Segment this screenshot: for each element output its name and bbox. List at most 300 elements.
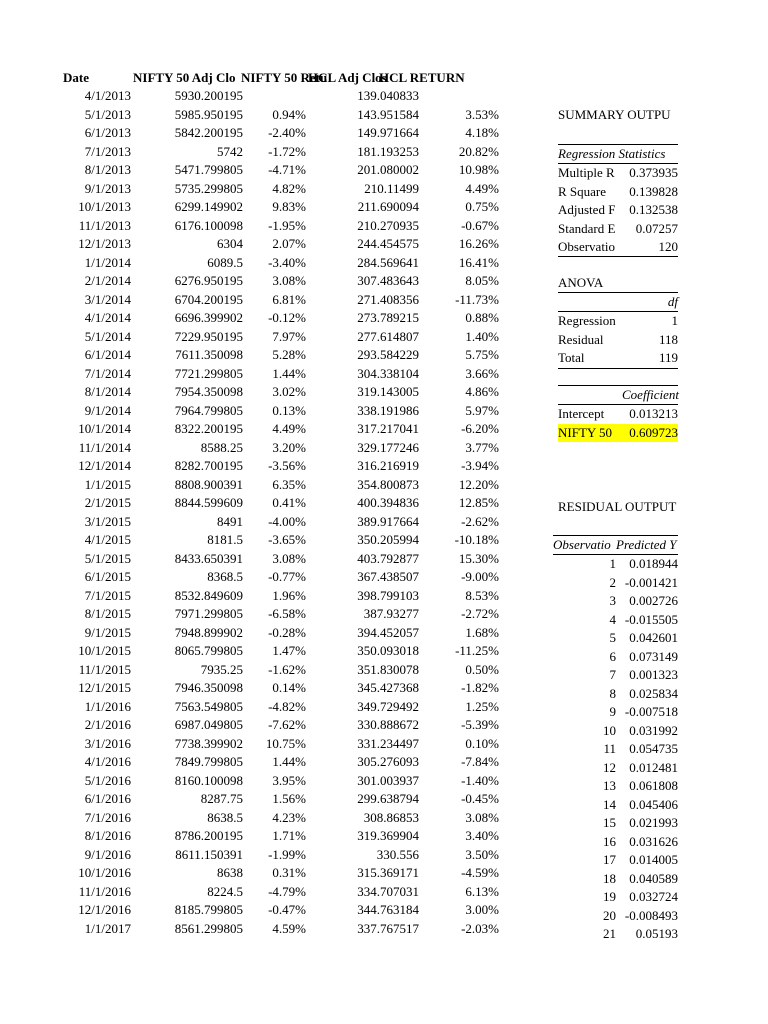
coefficients-header[interactable]: Coefficient bbox=[622, 387, 680, 402]
date-cell[interactable]: 11/1/2014 bbox=[78, 440, 131, 455]
nifty-return-cell[interactable]: -0.12% bbox=[268, 310, 306, 325]
nifty-adj-close-cell[interactable]: 6276.950195 bbox=[174, 273, 243, 288]
stat-value[interactable]: 120 bbox=[658, 239, 678, 254]
date-cell[interactable]: 7/1/2014 bbox=[84, 366, 131, 381]
hcl-adj-close-cell[interactable]: 330.556 bbox=[376, 847, 419, 862]
residual-observation[interactable]: 4 bbox=[609, 612, 616, 627]
hcl-adj-close-cell[interactable]: 387.93277 bbox=[363, 606, 419, 621]
nifty-return-cell[interactable]: -1.72% bbox=[268, 144, 306, 159]
nifty-adj-close-cell[interactable]: 8491 bbox=[217, 514, 243, 529]
hcl-return-cell[interactable]: 0.75% bbox=[465, 199, 499, 214]
hcl-return-cell[interactable]: -4.59% bbox=[461, 865, 499, 880]
residual-predicted[interactable]: 0.031992 bbox=[629, 723, 678, 738]
hcl-adj-close-cell[interactable]: 344.763184 bbox=[357, 902, 419, 917]
hcl-adj-close-cell[interactable]: 349.729492 bbox=[357, 699, 419, 714]
stat-label[interactable]: Adjusted F bbox=[558, 202, 616, 217]
date-cell[interactable]: 8/1/2016 bbox=[84, 828, 131, 843]
stat-value[interactable]: 0.132538 bbox=[629, 202, 678, 217]
coef-value[interactable]: 0.013213 bbox=[629, 406, 678, 421]
coef-label[interactable]: NIFTY 50 bbox=[558, 424, 622, 442]
hcl-return-cell[interactable]: -1.40% bbox=[461, 773, 499, 788]
nifty-return-cell[interactable]: -2.40% bbox=[268, 125, 306, 140]
residual-observation[interactable]: 9 bbox=[609, 704, 616, 719]
hcl-return-cell[interactable]: 16.41% bbox=[458, 255, 499, 270]
nifty-adj-close-cell[interactable]: 8065.799805 bbox=[174, 643, 243, 658]
residual-predicted[interactable]: 0.040589 bbox=[629, 871, 678, 886]
nifty-adj-close-cell[interactable]: 8224.5 bbox=[207, 884, 243, 899]
stat-label[interactable]: Standard E bbox=[558, 221, 616, 236]
hcl-adj-close-cell[interactable]: 210.270935 bbox=[357, 218, 419, 233]
anova-df-header[interactable]: df bbox=[667, 294, 678, 309]
hcl-return-cell[interactable]: 3.66% bbox=[465, 366, 499, 381]
residual-observation[interactable]: 8 bbox=[609, 686, 616, 701]
hcl-return-cell[interactable]: 3.77% bbox=[465, 440, 499, 455]
hcl-return-cell[interactable]: -9.00% bbox=[461, 569, 499, 584]
hcl-return-cell[interactable]: -5.39% bbox=[461, 717, 499, 732]
hcl-adj-close-cell[interactable]: 273.789215 bbox=[357, 310, 419, 325]
nifty-adj-close-cell[interactable]: 8561.299805 bbox=[174, 921, 243, 936]
nifty-return-cell[interactable]: 1.71% bbox=[272, 828, 306, 843]
hcl-return-cell[interactable]: -7.84% bbox=[461, 754, 499, 769]
nifty-adj-close-cell[interactable]: 6176.100098 bbox=[174, 218, 243, 233]
header-hcl-return[interactable]: HCL RETURN bbox=[379, 70, 465, 85]
nifty-return-cell[interactable]: -3.40% bbox=[268, 255, 306, 270]
nifty-return-cell[interactable]: 0.94% bbox=[272, 107, 306, 122]
stat-value[interactable]: 0.139828 bbox=[629, 184, 678, 199]
residual-predicted[interactable]: -0.008493 bbox=[624, 908, 678, 923]
nifty-return-cell[interactable]: -3.56% bbox=[268, 458, 306, 473]
hcl-adj-close-cell[interactable]: 367.438507 bbox=[357, 569, 419, 584]
hcl-return-cell[interactable]: 4.86% bbox=[465, 384, 499, 399]
date-cell[interactable]: 11/1/2013 bbox=[78, 218, 131, 233]
hcl-return-cell[interactable]: -2.72% bbox=[461, 606, 499, 621]
nifty-adj-close-cell[interactable]: 7935.25 bbox=[200, 662, 243, 677]
anova-label[interactable]: Total bbox=[558, 350, 585, 365]
nifty-adj-close-cell[interactable]: 8588.25 bbox=[200, 440, 243, 455]
hcl-adj-close-cell[interactable]: 139.040833 bbox=[357, 88, 419, 103]
hcl-adj-close-cell[interactable]: 351.830078 bbox=[357, 662, 419, 677]
residual-predicted[interactable]: 0.045406 bbox=[629, 797, 678, 812]
residual-predicted[interactable]: -0.015505 bbox=[624, 612, 678, 627]
hcl-return-cell[interactable]: 3.40% bbox=[465, 828, 499, 843]
hcl-return-cell[interactable]: 8.53% bbox=[465, 588, 499, 603]
nifty-return-cell[interactable]: 3.95% bbox=[272, 773, 306, 788]
nifty-adj-close-cell[interactable]: 7971.299805 bbox=[174, 606, 243, 621]
nifty-adj-close-cell[interactable]: 5930.200195 bbox=[174, 88, 243, 103]
nifty-return-cell[interactable]: -1.99% bbox=[268, 847, 306, 862]
residual-observation[interactable]: 6 bbox=[609, 649, 616, 664]
date-cell[interactable]: 12/1/2014 bbox=[78, 458, 131, 473]
nifty-return-cell[interactable]: 1.44% bbox=[272, 366, 306, 381]
nifty-return-cell[interactable]: 3.20% bbox=[272, 440, 306, 455]
hcl-adj-close-cell[interactable]: 354.800873 bbox=[357, 477, 419, 492]
hcl-return-cell[interactable]: -1.82% bbox=[461, 680, 499, 695]
nifty-return-cell[interactable]: 5.28% bbox=[272, 347, 306, 362]
residual-observation[interactable]: 18 bbox=[603, 871, 616, 886]
hcl-adj-close-cell[interactable]: 307.483643 bbox=[357, 273, 419, 288]
header-date[interactable]: Date bbox=[63, 70, 89, 85]
date-cell[interactable]: 1/1/2015 bbox=[84, 477, 131, 492]
hcl-return-cell[interactable]: 10.98% bbox=[458, 162, 499, 177]
date-cell[interactable]: 11/1/2015 bbox=[78, 662, 131, 677]
date-cell[interactable]: 10/1/2013 bbox=[78, 199, 131, 214]
date-cell[interactable]: 5/1/2015 bbox=[84, 551, 131, 566]
date-cell[interactable]: 7/1/2013 bbox=[84, 144, 131, 159]
nifty-return-cell[interactable]: 9.83% bbox=[272, 199, 306, 214]
nifty-adj-close-cell[interactable]: 8844.599609 bbox=[174, 495, 243, 510]
nifty-return-cell[interactable]: -0.77% bbox=[268, 569, 306, 584]
hcl-adj-close-cell[interactable]: 316.216919 bbox=[357, 458, 419, 473]
residual-output-title[interactable]: RESIDUAL OUTPUT bbox=[558, 499, 677, 514]
anova-label[interactable]: Residual bbox=[558, 332, 604, 347]
nifty-return-cell[interactable]: 3.08% bbox=[272, 273, 306, 288]
date-cell[interactable]: 9/1/2015 bbox=[84, 625, 131, 640]
nifty-adj-close-cell[interactable]: 8786.200195 bbox=[174, 828, 243, 843]
hcl-return-cell[interactable]: -11.25% bbox=[455, 643, 499, 658]
hcl-adj-close-cell[interactable]: 304.338104 bbox=[357, 366, 419, 381]
date-cell[interactable]: 7/1/2015 bbox=[84, 588, 131, 603]
hcl-adj-close-cell[interactable]: 149.971664 bbox=[357, 125, 419, 140]
coef-label[interactable]: Intercept bbox=[558, 406, 605, 421]
nifty-adj-close-cell[interactable]: 6299.149902 bbox=[174, 199, 243, 214]
date-cell[interactable]: 3/1/2014 bbox=[84, 292, 131, 307]
residual-predicted[interactable]: 0.031626 bbox=[629, 834, 678, 849]
nifty-return-cell[interactable]: 3.08% bbox=[272, 551, 306, 566]
hcl-adj-close-cell[interactable]: 299.638794 bbox=[357, 791, 419, 806]
residual-observation[interactable]: 12 bbox=[603, 760, 616, 775]
hcl-adj-close-cell[interactable]: 315.369171 bbox=[357, 865, 419, 880]
nifty-adj-close-cell[interactable]: 8532.849609 bbox=[174, 588, 243, 603]
hcl-adj-close-cell[interactable]: 143.951584 bbox=[357, 107, 419, 122]
hcl-adj-close-cell[interactable]: 317.217041 bbox=[357, 421, 419, 436]
nifty-adj-close-cell[interactable]: 5471.799805 bbox=[174, 162, 243, 177]
nifty-return-cell[interactable]: -4.82% bbox=[268, 699, 306, 714]
hcl-adj-close-cell[interactable]: 350.093018 bbox=[357, 643, 419, 658]
residual-observation[interactable]: 17 bbox=[603, 852, 616, 867]
nifty-adj-close-cell[interactable]: 6304 bbox=[217, 236, 243, 251]
hcl-return-cell[interactable]: 3.08% bbox=[465, 810, 499, 825]
hcl-return-cell[interactable]: 0.50% bbox=[465, 662, 499, 677]
hcl-adj-close-cell[interactable]: 210.11499 bbox=[364, 181, 419, 196]
nifty-adj-close-cell[interactable]: 8185.799805 bbox=[174, 902, 243, 917]
hcl-return-cell[interactable]: 12.20% bbox=[458, 477, 499, 492]
residual-predicted[interactable]: 0.012481 bbox=[629, 760, 678, 775]
residual-predicted[interactable]: -0.007518 bbox=[624, 704, 678, 719]
nifty-return-cell[interactable]: 1.96% bbox=[272, 588, 306, 603]
hcl-adj-close-cell[interactable]: 201.080002 bbox=[357, 162, 419, 177]
nifty-return-cell[interactable]: 7.97% bbox=[272, 329, 306, 344]
hcl-adj-close-cell[interactable]: 284.569641 bbox=[357, 255, 419, 270]
hcl-adj-close-cell[interactable]: 277.614807 bbox=[357, 329, 419, 344]
hcl-adj-close-cell[interactable]: 403.792877 bbox=[357, 551, 419, 566]
nifty-adj-close-cell[interactable]: 8638 bbox=[217, 865, 243, 880]
nifty-adj-close-cell[interactable]: 8433.650391 bbox=[174, 551, 243, 566]
nifty-return-cell[interactable]: 3.02% bbox=[272, 384, 306, 399]
nifty-adj-close-cell[interactable]: 8282.700195 bbox=[174, 458, 243, 473]
date-cell[interactable]: 1/1/2014 bbox=[84, 255, 131, 270]
date-cell[interactable]: 5/1/2014 bbox=[84, 329, 131, 344]
date-cell[interactable]: 4/1/2015 bbox=[84, 532, 131, 547]
nifty-return-cell[interactable]: 0.14% bbox=[272, 680, 306, 695]
residual-predicted-header[interactable]: Predicted Y bbox=[616, 537, 677, 552]
hcl-adj-close-cell[interactable]: 389.917664 bbox=[357, 514, 419, 529]
nifty-adj-close-cell[interactable]: 7563.549805 bbox=[174, 699, 243, 714]
hcl-adj-close-cell[interactable]: 398.799103 bbox=[357, 588, 419, 603]
hcl-return-cell[interactable]: -6.20% bbox=[461, 421, 499, 436]
hcl-adj-close-cell[interactable]: 319.143005 bbox=[357, 384, 419, 399]
residual-predicted[interactable]: 0.014005 bbox=[629, 852, 678, 867]
hcl-return-cell[interactable]: 6.13% bbox=[465, 884, 499, 899]
nifty-adj-close-cell[interactable]: 8287.75 bbox=[200, 791, 243, 806]
date-cell[interactable]: 4/1/2014 bbox=[84, 310, 131, 325]
nifty-adj-close-cell[interactable]: 7946.350098 bbox=[174, 680, 243, 695]
hcl-adj-close-cell[interactable]: 271.408356 bbox=[357, 292, 419, 307]
nifty-adj-close-cell[interactable]: 7721.299805 bbox=[174, 366, 243, 381]
residual-predicted[interactable]: -0.001421 bbox=[624, 575, 678, 590]
hcl-adj-close-cell[interactable]: 334.707031 bbox=[357, 884, 419, 899]
date-cell[interactable]: 4/1/2016 bbox=[84, 754, 131, 769]
date-cell[interactable]: 9/1/2014 bbox=[84, 403, 131, 418]
hcl-adj-close-cell[interactable]: 181.193253 bbox=[357, 144, 419, 159]
header-hcl-adj-close[interactable]: HCL Adj Clos bbox=[308, 70, 387, 85]
date-cell[interactable]: 6/1/2013 bbox=[84, 125, 131, 140]
nifty-adj-close-cell[interactable]: 6987.049805 bbox=[174, 717, 243, 732]
header-nifty-return[interactable]: NIFTY 50 Retu bbox=[241, 70, 328, 85]
residual-observation[interactable]: 11 bbox=[603, 741, 616, 756]
hcl-return-cell[interactable]: 1.68% bbox=[465, 625, 499, 640]
date-cell[interactable]: 6/1/2015 bbox=[84, 569, 131, 584]
residual-observation[interactable]: 1 bbox=[609, 556, 616, 571]
residual-predicted[interactable]: 0.018944 bbox=[629, 556, 678, 571]
nifty-return-cell[interactable]: 2.07% bbox=[272, 236, 306, 251]
date-cell[interactable]: 10/1/2016 bbox=[78, 865, 131, 880]
hcl-adj-close-cell[interactable]: 345.427368 bbox=[357, 680, 419, 695]
residual-observation[interactable]: 3 bbox=[609, 593, 616, 608]
hcl-adj-close-cell[interactable]: 331.234497 bbox=[357, 736, 419, 751]
hcl-return-cell[interactable]: 3.50% bbox=[465, 847, 499, 862]
residual-predicted[interactable]: 0.025834 bbox=[629, 686, 678, 701]
date-cell[interactable]: 6/1/2014 bbox=[84, 347, 131, 362]
hcl-return-cell[interactable]: 15.30% bbox=[458, 551, 499, 566]
date-cell[interactable]: 10/1/2015 bbox=[78, 643, 131, 658]
header-nifty-adj-close[interactable]: NIFTY 50 Adj Clo bbox=[133, 70, 236, 85]
nifty-return-cell[interactable]: -7.62% bbox=[268, 717, 306, 732]
nifty-return-cell[interactable]: -1.62% bbox=[268, 662, 306, 677]
date-cell[interactable]: 9/1/2013 bbox=[84, 181, 131, 196]
date-cell[interactable]: 3/1/2015 bbox=[84, 514, 131, 529]
hcl-adj-close-cell[interactable]: 293.584229 bbox=[357, 347, 419, 362]
residual-observation[interactable]: 21 bbox=[603, 926, 616, 941]
date-cell[interactable]: 8/1/2014 bbox=[84, 384, 131, 399]
hcl-adj-close-cell[interactable]: 305.276093 bbox=[357, 754, 419, 769]
nifty-adj-close-cell[interactable]: 8322.200195 bbox=[174, 421, 243, 436]
anova-value[interactable]: 119 bbox=[658, 350, 678, 365]
hcl-return-cell[interactable]: 3.00% bbox=[465, 902, 499, 917]
nifty-adj-close-cell[interactable]: 5735.299805 bbox=[174, 181, 243, 196]
nifty-return-cell[interactable]: -0.28% bbox=[268, 625, 306, 640]
hcl-return-cell[interactable]: -3.94% bbox=[461, 458, 499, 473]
nifty-return-cell[interactable]: 4.49% bbox=[272, 421, 306, 436]
nifty-return-cell[interactable]: 6.35% bbox=[272, 477, 306, 492]
nifty-adj-close-cell[interactable]: 7954.350098 bbox=[174, 384, 243, 399]
hcl-return-cell[interactable]: -10.18% bbox=[454, 532, 499, 547]
hcl-return-cell[interactable] bbox=[419, 87, 499, 105]
nifty-return-cell[interactable]: -1.95% bbox=[268, 218, 306, 233]
coef-value[interactable]: 0.609723 bbox=[622, 424, 678, 442]
nifty-return-cell[interactable]: 4.82% bbox=[272, 181, 306, 196]
nifty-return-cell[interactable]: 6.81% bbox=[272, 292, 306, 307]
hcl-return-cell[interactable]: 0.10% bbox=[465, 736, 499, 751]
residual-predicted[interactable]: 0.001323 bbox=[629, 667, 678, 682]
hcl-return-cell[interactable]: 3.53% bbox=[465, 107, 499, 122]
nifty-return-cell[interactable]: 10.75% bbox=[265, 736, 306, 751]
anova-value[interactable]: 1 bbox=[671, 313, 678, 328]
hcl-return-cell[interactable]: -11.73% bbox=[455, 292, 499, 307]
hcl-adj-close-cell[interactable]: 319.369904 bbox=[357, 828, 419, 843]
nifty-adj-close-cell[interactable]: 8160.100098 bbox=[174, 773, 243, 788]
hcl-return-cell[interactable]: -0.45% bbox=[461, 791, 499, 806]
summary-output-title[interactable]: SUMMARY OUTPU bbox=[558, 107, 671, 122]
hcl-return-cell[interactable]: 5.75% bbox=[465, 347, 499, 362]
hcl-adj-close-cell[interactable]: 244.454575 bbox=[357, 236, 419, 251]
nifty-adj-close-cell[interactable]: 6696.399902 bbox=[174, 310, 243, 325]
residual-predicted[interactable]: 0.054735 bbox=[629, 741, 678, 756]
nifty-return-cell[interactable]: -4.71% bbox=[268, 162, 306, 177]
hcl-return-cell[interactable]: 4.18% bbox=[465, 125, 499, 140]
nifty-return-cell[interactable]: 0.31% bbox=[272, 865, 306, 880]
date-cell[interactable]: 6/1/2016 bbox=[84, 791, 131, 806]
residual-predicted[interactable]: 0.061808 bbox=[629, 778, 678, 793]
nifty-return-cell[interactable]: 0.41% bbox=[272, 495, 306, 510]
stat-value[interactable]: 0.07257 bbox=[635, 221, 678, 236]
residual-observation[interactable]: 19 bbox=[603, 889, 616, 904]
nifty-adj-close-cell[interactable]: 6089.5 bbox=[207, 255, 243, 270]
date-cell[interactable]: 2/1/2016 bbox=[84, 717, 131, 732]
nifty-adj-close-cell[interactable]: 7964.799805 bbox=[174, 403, 243, 418]
nifty-return-cell[interactable]: 0.13% bbox=[272, 403, 306, 418]
hcl-adj-close-cell[interactable]: 400.394836 bbox=[357, 495, 419, 510]
residual-observation[interactable]: 10 bbox=[603, 723, 616, 738]
anova-value[interactable]: 118 bbox=[658, 332, 678, 347]
hcl-adj-close-cell[interactable]: 301.003937 bbox=[357, 773, 419, 788]
hcl-adj-close-cell[interactable]: 330.888672 bbox=[357, 717, 419, 732]
stat-label[interactable]: Observatio bbox=[558, 239, 616, 254]
nifty-return-cell[interactable]: 1.47% bbox=[272, 643, 306, 658]
nifty-adj-close-cell[interactable]: 8638.5 bbox=[207, 810, 243, 825]
nifty-adj-close-cell[interactable]: 8368.5 bbox=[207, 569, 243, 584]
hcl-return-cell[interactable]: 1.25% bbox=[465, 699, 499, 714]
residual-observation[interactable]: 16 bbox=[603, 834, 616, 849]
date-cell[interactable]: 10/1/2014 bbox=[78, 421, 131, 436]
date-cell[interactable]: 3/1/2016 bbox=[84, 736, 131, 751]
residual-observation[interactable]: 15 bbox=[603, 815, 616, 830]
nifty-adj-close-cell[interactable]: 8181.5 bbox=[207, 532, 243, 547]
date-cell[interactable]: 1/1/2017 bbox=[84, 921, 131, 936]
date-cell[interactable]: 2/1/2014 bbox=[84, 273, 131, 288]
nifty-return-cell[interactable]: -0.47% bbox=[268, 902, 306, 917]
hcl-return-cell[interactable]: 0.88% bbox=[465, 310, 499, 325]
date-cell[interactable]: 12/1/2013 bbox=[78, 236, 131, 251]
anova-title[interactable]: ANOVA bbox=[558, 275, 604, 290]
stat-label[interactable]: Multiple R bbox=[558, 165, 615, 180]
nifty-return-cell[interactable]: -4.79% bbox=[268, 884, 306, 899]
date-cell[interactable]: 11/1/2016 bbox=[78, 884, 131, 899]
hcl-return-cell[interactable]: -0.67% bbox=[461, 218, 499, 233]
nifty-return-cell[interactable]: -6.58% bbox=[268, 606, 306, 621]
nifty-return-cell[interactable]: -3.65% bbox=[268, 532, 306, 547]
stat-label[interactable]: R Square bbox=[558, 184, 607, 199]
nifty-return-cell[interactable]: -4.00% bbox=[268, 514, 306, 529]
residual-observation[interactable]: 7 bbox=[609, 667, 616, 682]
hcl-adj-close-cell[interactable]: 394.452057 bbox=[357, 625, 419, 640]
stat-value[interactable]: 0.373935 bbox=[629, 165, 678, 180]
residual-predicted[interactable]: 0.042601 bbox=[629, 630, 678, 645]
nifty-adj-close-cell[interactable]: 8611.150391 bbox=[175, 847, 243, 862]
residual-predicted[interactable]: 0.021993 bbox=[629, 815, 678, 830]
hcl-adj-close-cell[interactable]: 350.205994 bbox=[357, 532, 419, 547]
hcl-adj-close-cell[interactable]: 338.191986 bbox=[357, 403, 419, 418]
date-cell[interactable]: 5/1/2013 bbox=[84, 107, 131, 122]
nifty-return-cell[interactable]: 4.59% bbox=[272, 921, 306, 936]
hcl-return-cell[interactable]: 8.05% bbox=[465, 273, 499, 288]
nifty-adj-close-cell[interactable]: 7738.399902 bbox=[174, 736, 243, 751]
date-cell[interactable]: 4/1/2013 bbox=[84, 88, 131, 103]
residual-predicted[interactable]: 0.05193 bbox=[635, 926, 678, 941]
regression-statistics-title[interactable]: Regression Statistics bbox=[558, 146, 666, 161]
nifty-adj-close-cell[interactable]: 6704.200195 bbox=[174, 292, 243, 307]
hcl-return-cell[interactable]: 16.26% bbox=[458, 236, 499, 251]
residual-predicted[interactable]: 0.073149 bbox=[629, 649, 678, 664]
residual-observation[interactable]: 5 bbox=[609, 630, 616, 645]
nifty-return-cell[interactable]: 1.44% bbox=[272, 754, 306, 769]
residual-predicted[interactable]: 0.032724 bbox=[629, 889, 678, 904]
hcl-return-cell[interactable]: 5.97% bbox=[465, 403, 499, 418]
residual-predicted[interactable]: 0.002726 bbox=[629, 593, 678, 608]
date-cell[interactable]: 8/1/2015 bbox=[84, 606, 131, 621]
nifty-adj-close-cell[interactable]: 7849.799805 bbox=[174, 754, 243, 769]
hcl-adj-close-cell[interactable]: 337.767517 bbox=[357, 921, 419, 936]
date-cell[interactable]: 8/1/2013 bbox=[84, 162, 131, 177]
hcl-adj-close-cell[interactable]: 211.690094 bbox=[357, 199, 419, 214]
hcl-adj-close-cell[interactable]: 308.86853 bbox=[363, 810, 419, 825]
nifty-adj-close-cell[interactable]: 5985.950195 bbox=[174, 107, 243, 122]
hcl-return-cell[interactable]: 4.49% bbox=[465, 181, 499, 196]
residual-observation-header[interactable]: Observatio bbox=[553, 537, 611, 552]
hcl-return-cell[interactable]: 1.40% bbox=[465, 329, 499, 344]
date-cell[interactable]: 9/1/2016 bbox=[84, 847, 131, 862]
nifty-return-cell[interactable]: 1.56% bbox=[272, 791, 306, 806]
residual-observation[interactable]: 2 bbox=[609, 575, 616, 590]
date-cell[interactable]: 5/1/2016 bbox=[84, 773, 131, 788]
hcl-adj-close-cell[interactable]: 329.177246 bbox=[357, 440, 419, 455]
residual-observation[interactable]: 14 bbox=[603, 797, 616, 812]
date-cell[interactable]: 7/1/2016 bbox=[84, 810, 131, 825]
nifty-return-cell[interactable] bbox=[243, 87, 306, 105]
nifty-adj-close-cell[interactable]: 7948.899902 bbox=[174, 625, 243, 640]
date-cell[interactable]: 2/1/2015 bbox=[84, 495, 131, 510]
residual-observation[interactable]: 20 bbox=[603, 908, 616, 923]
date-cell[interactable]: 12/1/2015 bbox=[78, 680, 131, 695]
nifty-return-cell[interactable]: 4.23% bbox=[272, 810, 306, 825]
hcl-return-cell[interactable]: 20.82% bbox=[458, 144, 499, 159]
nifty-adj-close-cell[interactable]: 5842.200195 bbox=[174, 125, 243, 140]
nifty-adj-close-cell[interactable]: 8808.900391 bbox=[174, 477, 243, 492]
date-cell[interactable]: 12/1/2016 bbox=[78, 902, 131, 917]
residual-observation[interactable]: 13 bbox=[603, 778, 616, 793]
nifty-adj-close-cell[interactable]: 5742 bbox=[217, 144, 243, 159]
hcl-return-cell[interactable]: -2.62% bbox=[461, 514, 499, 529]
nifty-adj-close-cell[interactable]: 7229.950195 bbox=[174, 329, 243, 344]
